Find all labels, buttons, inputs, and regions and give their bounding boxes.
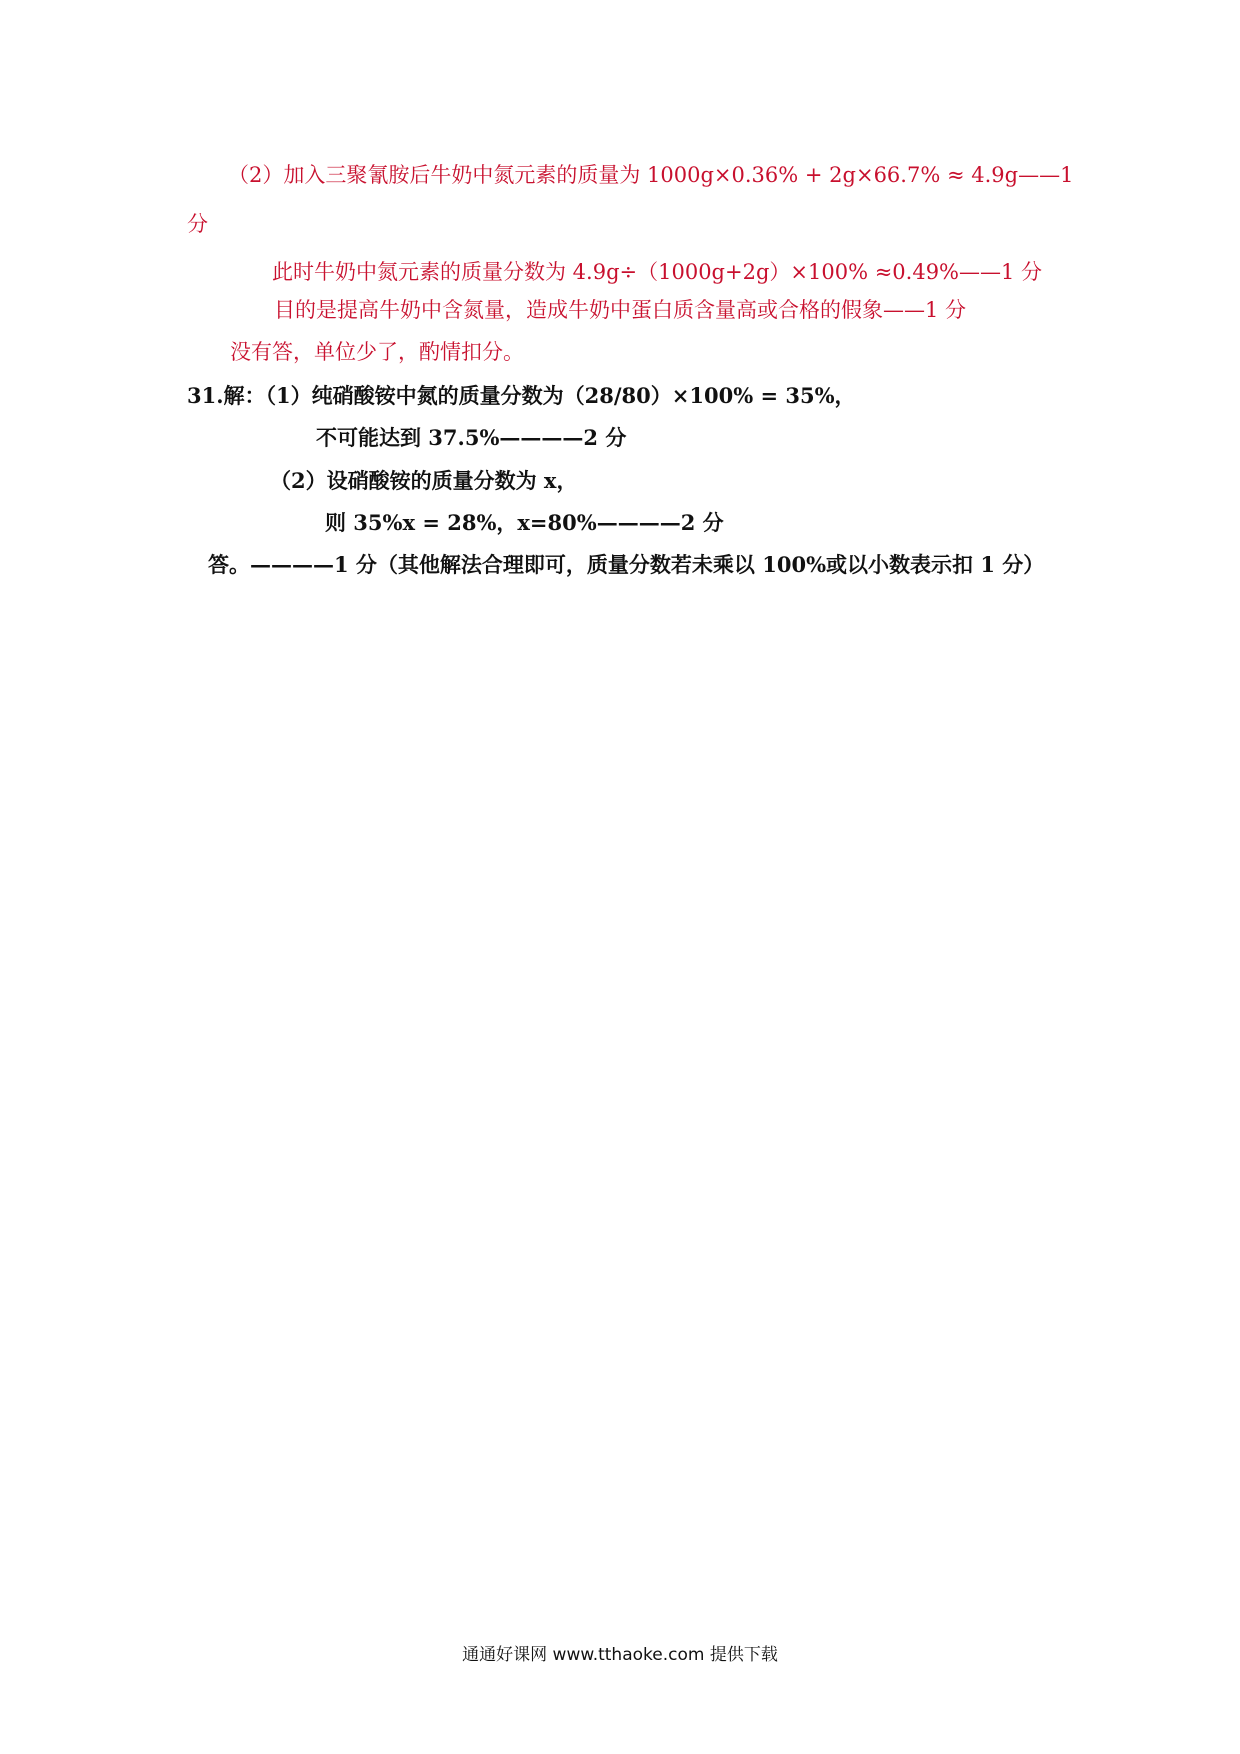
answer-30-part2-line2: 此时牛奶中氮元素的质量分数为 4.9g÷（1000g+2g）×100% ≈0.49%——1 分 [272, 260, 1043, 284]
answer-30-part2-line3: 目的是提高牛奶中含氮量，造成牛奶中蛋白质含量高或合格的假象——1 分 [274, 298, 967, 322]
answer-31-line4: 则 35%x = 28%，x=80%————2 分 [325, 510, 724, 535]
download-source-footer: 通通好课网 www.tthaoke.com 提供下载 [462, 1645, 778, 1665]
answer-30-part2-line1-wrap: 分 [187, 212, 208, 236]
answer-30-part2-line4: 没有答，单位少了，酌情扣分。 [230, 340, 524, 364]
answer-31-line5: 答。————1 分（其他解法合理即可，质量分数若未乘以 100%或以小数表示扣 1 分） [208, 552, 1045, 577]
answer-31-line2: 不可能达到 37.5%————2 分 [316, 425, 627, 450]
answer-30-part2-line1: （2）加入三聚氰胺后牛奶中氮元素的质量为 1000g×0.36% + 2g×66.7% ≈ 4.9g——1 [228, 163, 1074, 187]
answer-31-line3: （2）设硝酸铵的质量分数为 x， [270, 468, 578, 493]
answer-31-line1: 31.解：（1）纯硝酸铵中氮的质量分数为（28/80）×100% = 35%， [187, 383, 856, 408]
